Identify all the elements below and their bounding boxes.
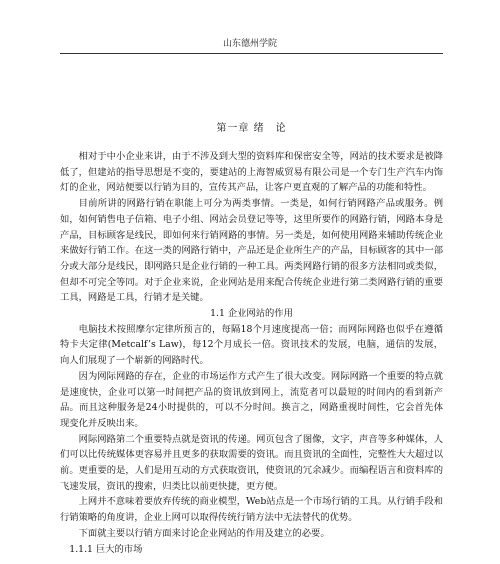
section-paragraph-5: 下面就主要以行销方面来讨论企业网站的作用及建立的必要。: [78, 527, 330, 539]
section-paragraph-4: 上网并不意味着要放弃传统的商业模型，Web站点是一个市场行销的工具。从行销手段和行销策略的角度讲，企业上网可以取得传统行销方法中无法替代的优势。: [60, 496, 443, 524]
section-paragraph-2: 因为网际网路的存在，企业的市场运作方式产生了很大改变。网际网路一个重要的特点就是速度快，企业可以第一时间把产品的资讯放到网上，流览者可以最短的时间内的看到新产品。而且这种服务是24小时提供的，可以不分时间。换言之，网路重视时间性，它会首先体现变化并反映出来。: [60, 370, 443, 429]
document-body: [60, 117, 443, 557]
running-header: 山东德州学院: [222, 39, 277, 49]
section-title: 1.1 企业网站的作用: [210, 308, 293, 320]
header-rule: [60, 53, 443, 54]
section-paragraph-1: 电脑技术按照摩尔定律所预言的，每隔18个月速度提高一倍；而网际网路也似乎在遵循特卡夫定律(Metcalf’s Law)，每12个月成长一倍。资讯技术的发展，电脑，通信的发展，向人们展现了一个崭新的网路时代。: [60, 323, 443, 367]
intro-paragraph-1: 相对于中小企业来讲，由于不涉及到大型的资料库和保密安全等，网站的技术要求是被降低了，但建站的指导思想是不变的，要建站的上海智威贸易有限公司是一个专门生产汽车内饰灯的企业，网站便要以行销为目的，宣传其产品，让客户更直观的了解产品的功能和特性。: [60, 151, 443, 194]
subsection-title: 1.1.1 巨大的市场: [69, 543, 143, 555]
intro-paragraph-2: 目前所讲的网路行销在职能上可分为两类事情。一类是，如何行销网路产品或服务。例如，如何销售电子信箱、电子小组、网站会员登记等等，这里所要作的网路行销，网路本身是产品，目标顾客是线民，即如何来行销网路的事情。另一类是，如何使用网路来辅助传统企业来做好行销工作。在这一类的网路行销中，产品还是企业所生产的产品，目标顾客的其中一部分或大部分是线民，即网路只是企业行销的一种工具。两类网路行销的很多方法相同或类似，但却不可完全等同。对于企业来说，企业网站是用来配合传统企业进行第二类网路行销的重要工具，网路是工具，行销才是关键。: [60, 198, 443, 304]
section-paragraph-3: 网际网路第二个重要特点就是资讯的传递。网页包含了图像，文字，声音等多种媒体，人们可以比传统媒体更容易并且更多的获取需要的资讯。而且资讯的全面性，完整性大大超过以前。更重要的是，人们是用互动的方式获取资讯，使资讯的冗余减少。而编程语言和资料库的飞速发展，资讯的搜索，归类比以前更快捷，更方便。: [60, 433, 443, 492]
chapter-title: 第一章 绪 论: [216, 123, 287, 134]
